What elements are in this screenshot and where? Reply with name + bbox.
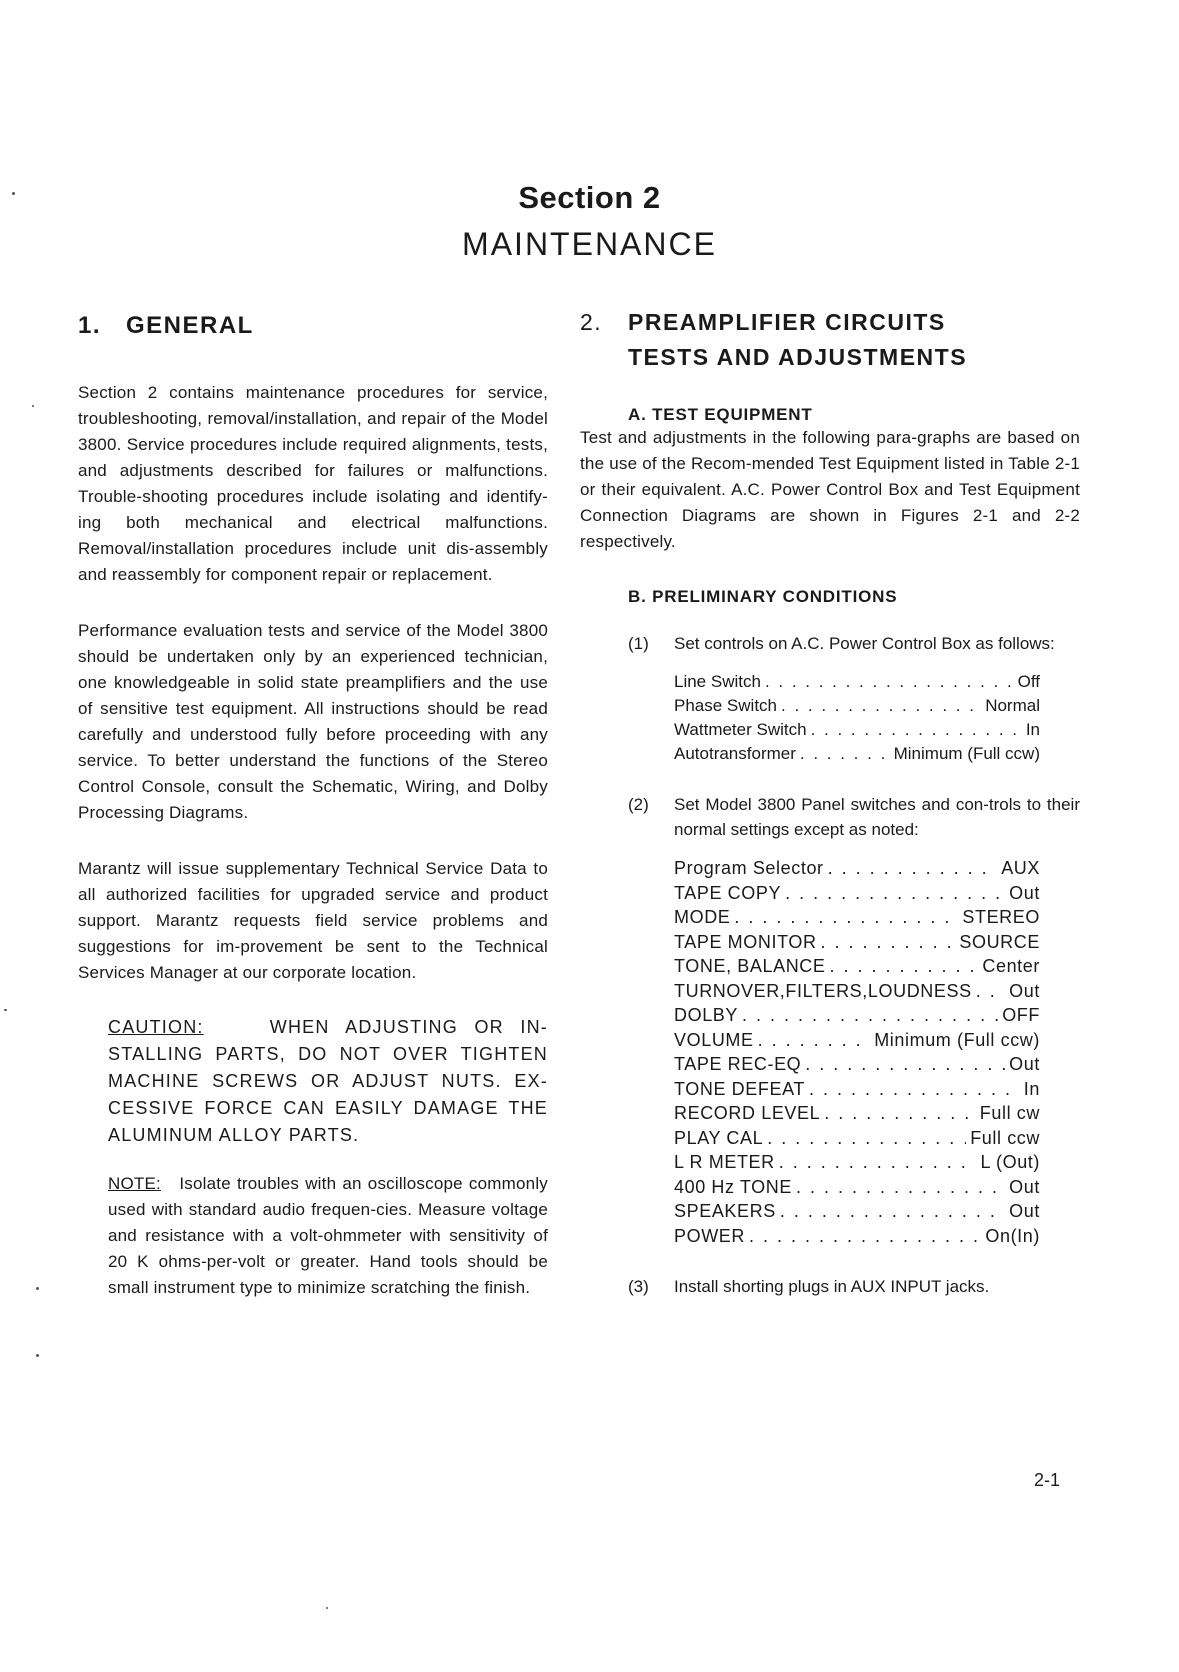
setting-row xyxy=(674,718,1040,742)
setting-row xyxy=(674,1028,1040,1053)
setting-row xyxy=(674,954,1040,979)
general-paragraph-2: Performance evaluation tests and service of the Model 3800 should be undertaken only by an experienced technician, one knowledgeable in solid state preamplifiers and the use of sensitive test equipment. All instructions should be read carefully and understood fully before proceeding with any service. To better understand the functions of the Stereo Control Console, consult the Schematic, Wiring, and Dolby Processing Diagrams. xyxy=(78,621,548,822)
preamp-title-line-2: TESTS AND ADJUSTMENTS xyxy=(628,344,968,370)
setting-row xyxy=(674,1175,1040,1200)
caution-block xyxy=(108,1014,548,1149)
setting-row xyxy=(674,1224,1040,1249)
setting-value: AUX xyxy=(1001,858,1040,878)
leader-dots xyxy=(780,1199,1005,1224)
scan-speck xyxy=(36,1287,39,1290)
setting-row xyxy=(674,742,1040,766)
note-block xyxy=(108,1171,548,1301)
setting-label: L R METER xyxy=(674,1152,775,1172)
scan-speck xyxy=(36,1354,39,1357)
setting-label: TAPE MONITOR xyxy=(674,931,817,952)
preamp-heading xyxy=(580,305,1080,375)
setting-row xyxy=(674,856,1040,881)
note-text: Isolate troubles with an oscilloscope commonly used with standard audio frequen-cies. Measure voltage and resistance with a volt-ohmmeter with sensitivity of 20 K ohms-per-volt or greater. Hand tools should be small instrument type to minimize scratching the finish. xyxy=(108,1174,548,1297)
setting-value: STEREO xyxy=(962,907,1040,927)
leader-dots xyxy=(809,1077,1020,1102)
setting-row xyxy=(674,979,1040,1004)
leader-dots xyxy=(796,1175,1005,1200)
general-heading xyxy=(78,312,548,340)
general-column xyxy=(78,312,548,1301)
caution-text: WHEN ADJUSTING OR IN-STALLING PARTS, DO NOT OVER TIGHTEN MACHINE SCREWS OR ADJUST NUTS. EX-CESSIVE FORCE CAN EASILY DAMAGE THE ALUMINUM ALLOY PARTS. xyxy=(108,1017,549,1145)
leader-dots xyxy=(734,905,958,930)
caution-label: CAUTION: xyxy=(108,1017,204,1037)
setting-label: Line Switch xyxy=(674,672,761,691)
setting-label: 400 Hz TONE xyxy=(674,1176,792,1197)
setting-row xyxy=(674,1126,1040,1151)
step-3 xyxy=(628,1274,1080,1299)
setting-label: DOLBY xyxy=(674,1005,739,1025)
preamp-title-line-1: PREAMPLIFIER CIRCUITS xyxy=(628,309,946,335)
setting-value: Out xyxy=(1009,1201,1040,1221)
setting-row xyxy=(674,1150,1040,1175)
setting-label: RECORD LEVEL xyxy=(674,1103,821,1123)
leader-dots xyxy=(785,881,1005,906)
setting-label: SPEAKERS xyxy=(674,1201,776,1221)
general-number: 1. xyxy=(78,312,102,339)
setting-value: Full ccw xyxy=(970,1127,1040,1148)
step-1-number: (1) xyxy=(628,634,649,653)
setting-value: Out xyxy=(1009,980,1040,1001)
step-2-number: (2) xyxy=(628,795,649,814)
setting-value: Out xyxy=(1009,1176,1040,1197)
setting-label: TONE, BALANCE xyxy=(674,956,826,976)
setting-label: VOLUME xyxy=(674,1029,754,1050)
setting-value: OFF xyxy=(1002,1005,1040,1025)
leader-dots xyxy=(824,1101,976,1126)
setting-row xyxy=(674,1101,1040,1126)
setting-label: Phase Switch xyxy=(674,696,777,715)
setting-value: Out xyxy=(1009,882,1040,903)
setting-value: Minimum (Full ccw) xyxy=(874,1029,1040,1050)
leader-dots xyxy=(811,718,1022,742)
step-1 xyxy=(628,631,1080,656)
page-number: 2-1 xyxy=(1034,1470,1061,1490)
setting-row xyxy=(674,930,1040,955)
step-2-text: Set Model 3800 Panel switches and con-trols to their normal settings except as noted: xyxy=(674,795,1080,839)
setting-label: PLAY CAL xyxy=(674,1127,764,1148)
leader-dots xyxy=(821,930,956,955)
setting-row xyxy=(674,694,1040,718)
leader-dots xyxy=(767,1126,966,1151)
test-equipment-text: Test and adjustments in the following para-graphs are based on the use of the Recom-mended Test Equipment listed in Table 2-1 or their equivalent. A.C. Power Control Box and Test Equipment Connection Diagrams are shown in Figures 2-1 and 2-2 respectively. xyxy=(580,428,1080,551)
leader-dots xyxy=(758,1028,871,1053)
setting-label: Autotransformer xyxy=(674,744,796,763)
general-paragraph-3: Marantz will issue supplementary Technical Service Data to all authorized facilities for upgraded service and product support. Marantz requests field service problems and suggestions for im-provement be sent to the Technical Services Manager at our corporate location. xyxy=(78,859,548,982)
panel-settings xyxy=(674,856,1040,1248)
test-equipment-heading: A. TEST EQUIPMENT xyxy=(628,405,813,424)
scan-speck xyxy=(32,405,34,407)
setting-label: TONE DEFEAT xyxy=(674,1078,805,1099)
setting-value: Minimum (Full ccw) xyxy=(893,744,1040,763)
setting-value: Center xyxy=(982,956,1040,976)
leader-dots xyxy=(742,1003,998,1028)
setting-value: L (Out) xyxy=(980,1152,1040,1172)
section-number: Section 2 xyxy=(518,180,661,215)
setting-row xyxy=(674,881,1040,906)
step-1-text: Set controls on A.C. Power Control Box as follows: xyxy=(674,634,1055,653)
step-3-text: Install shorting plugs in AUX INPUT jacks. xyxy=(674,1277,990,1296)
scan-speck xyxy=(12,192,15,195)
preamp-number: 2. xyxy=(580,309,603,335)
leader-dots xyxy=(779,1150,977,1175)
step-3-number: (3) xyxy=(628,1277,649,1296)
power-box-settings xyxy=(674,670,1040,766)
setting-row xyxy=(674,1199,1040,1224)
step-2 xyxy=(628,792,1080,842)
setting-label: Wattmeter Switch xyxy=(674,720,807,739)
leader-dots xyxy=(976,979,1005,1004)
setting-value: In xyxy=(1025,720,1040,739)
preamp-column xyxy=(580,305,1080,1299)
scan-speck xyxy=(4,1009,7,1011)
leader-dots xyxy=(828,856,998,881)
general-paragraph-1: Section 2 contains maintenance procedures for service, troubleshooting, removal/installation, and repair of the Model 3800. Service procedures include required alignments, tests, and adjustments described for failures or malfunctions. Trouble-shooting procedures include isolating and identify-ing both mechanical and electrical malfunctions. Removal/installation procedures include unit dis-assembly and reassembly for component repair or replacement. xyxy=(78,383,548,584)
setting-value: On(In) xyxy=(985,1225,1040,1246)
setting-row xyxy=(674,670,1040,694)
general-title: GENERAL xyxy=(126,312,254,339)
preliminary-heading: B. PRELIMINARY CONDITIONS xyxy=(628,587,898,606)
leader-dots xyxy=(830,954,979,979)
setting-label: TURNOVER,FILTERS,LOUDNESS xyxy=(674,980,972,1001)
leader-dots xyxy=(749,1224,981,1249)
setting-label: POWER xyxy=(674,1225,746,1246)
leader-dots xyxy=(765,670,1014,694)
setting-value: Full cw xyxy=(979,1103,1040,1123)
leader-dots xyxy=(781,694,981,718)
setting-row xyxy=(674,1052,1040,1077)
setting-label: TAPE REC-EQ xyxy=(674,1054,802,1074)
setting-row xyxy=(674,905,1040,930)
leader-dots xyxy=(805,1052,1005,1077)
leader-dots xyxy=(800,742,890,766)
setting-label: Program Selector xyxy=(674,858,824,878)
scan-speck xyxy=(326,1607,328,1609)
setting-value: In xyxy=(1023,1078,1040,1099)
setting-value: Off xyxy=(1017,672,1040,691)
setting-row xyxy=(674,1077,1040,1102)
setting-label: TAPE COPY xyxy=(674,882,782,903)
note-label: NOTE: xyxy=(108,1174,161,1193)
setting-value: Normal xyxy=(985,696,1040,715)
setting-label: MODE xyxy=(674,907,731,927)
section-title: MAINTENANCE xyxy=(462,226,717,262)
setting-row xyxy=(674,1003,1040,1028)
setting-value: SOURCE xyxy=(959,931,1040,952)
setting-value: Out xyxy=(1009,1054,1040,1074)
